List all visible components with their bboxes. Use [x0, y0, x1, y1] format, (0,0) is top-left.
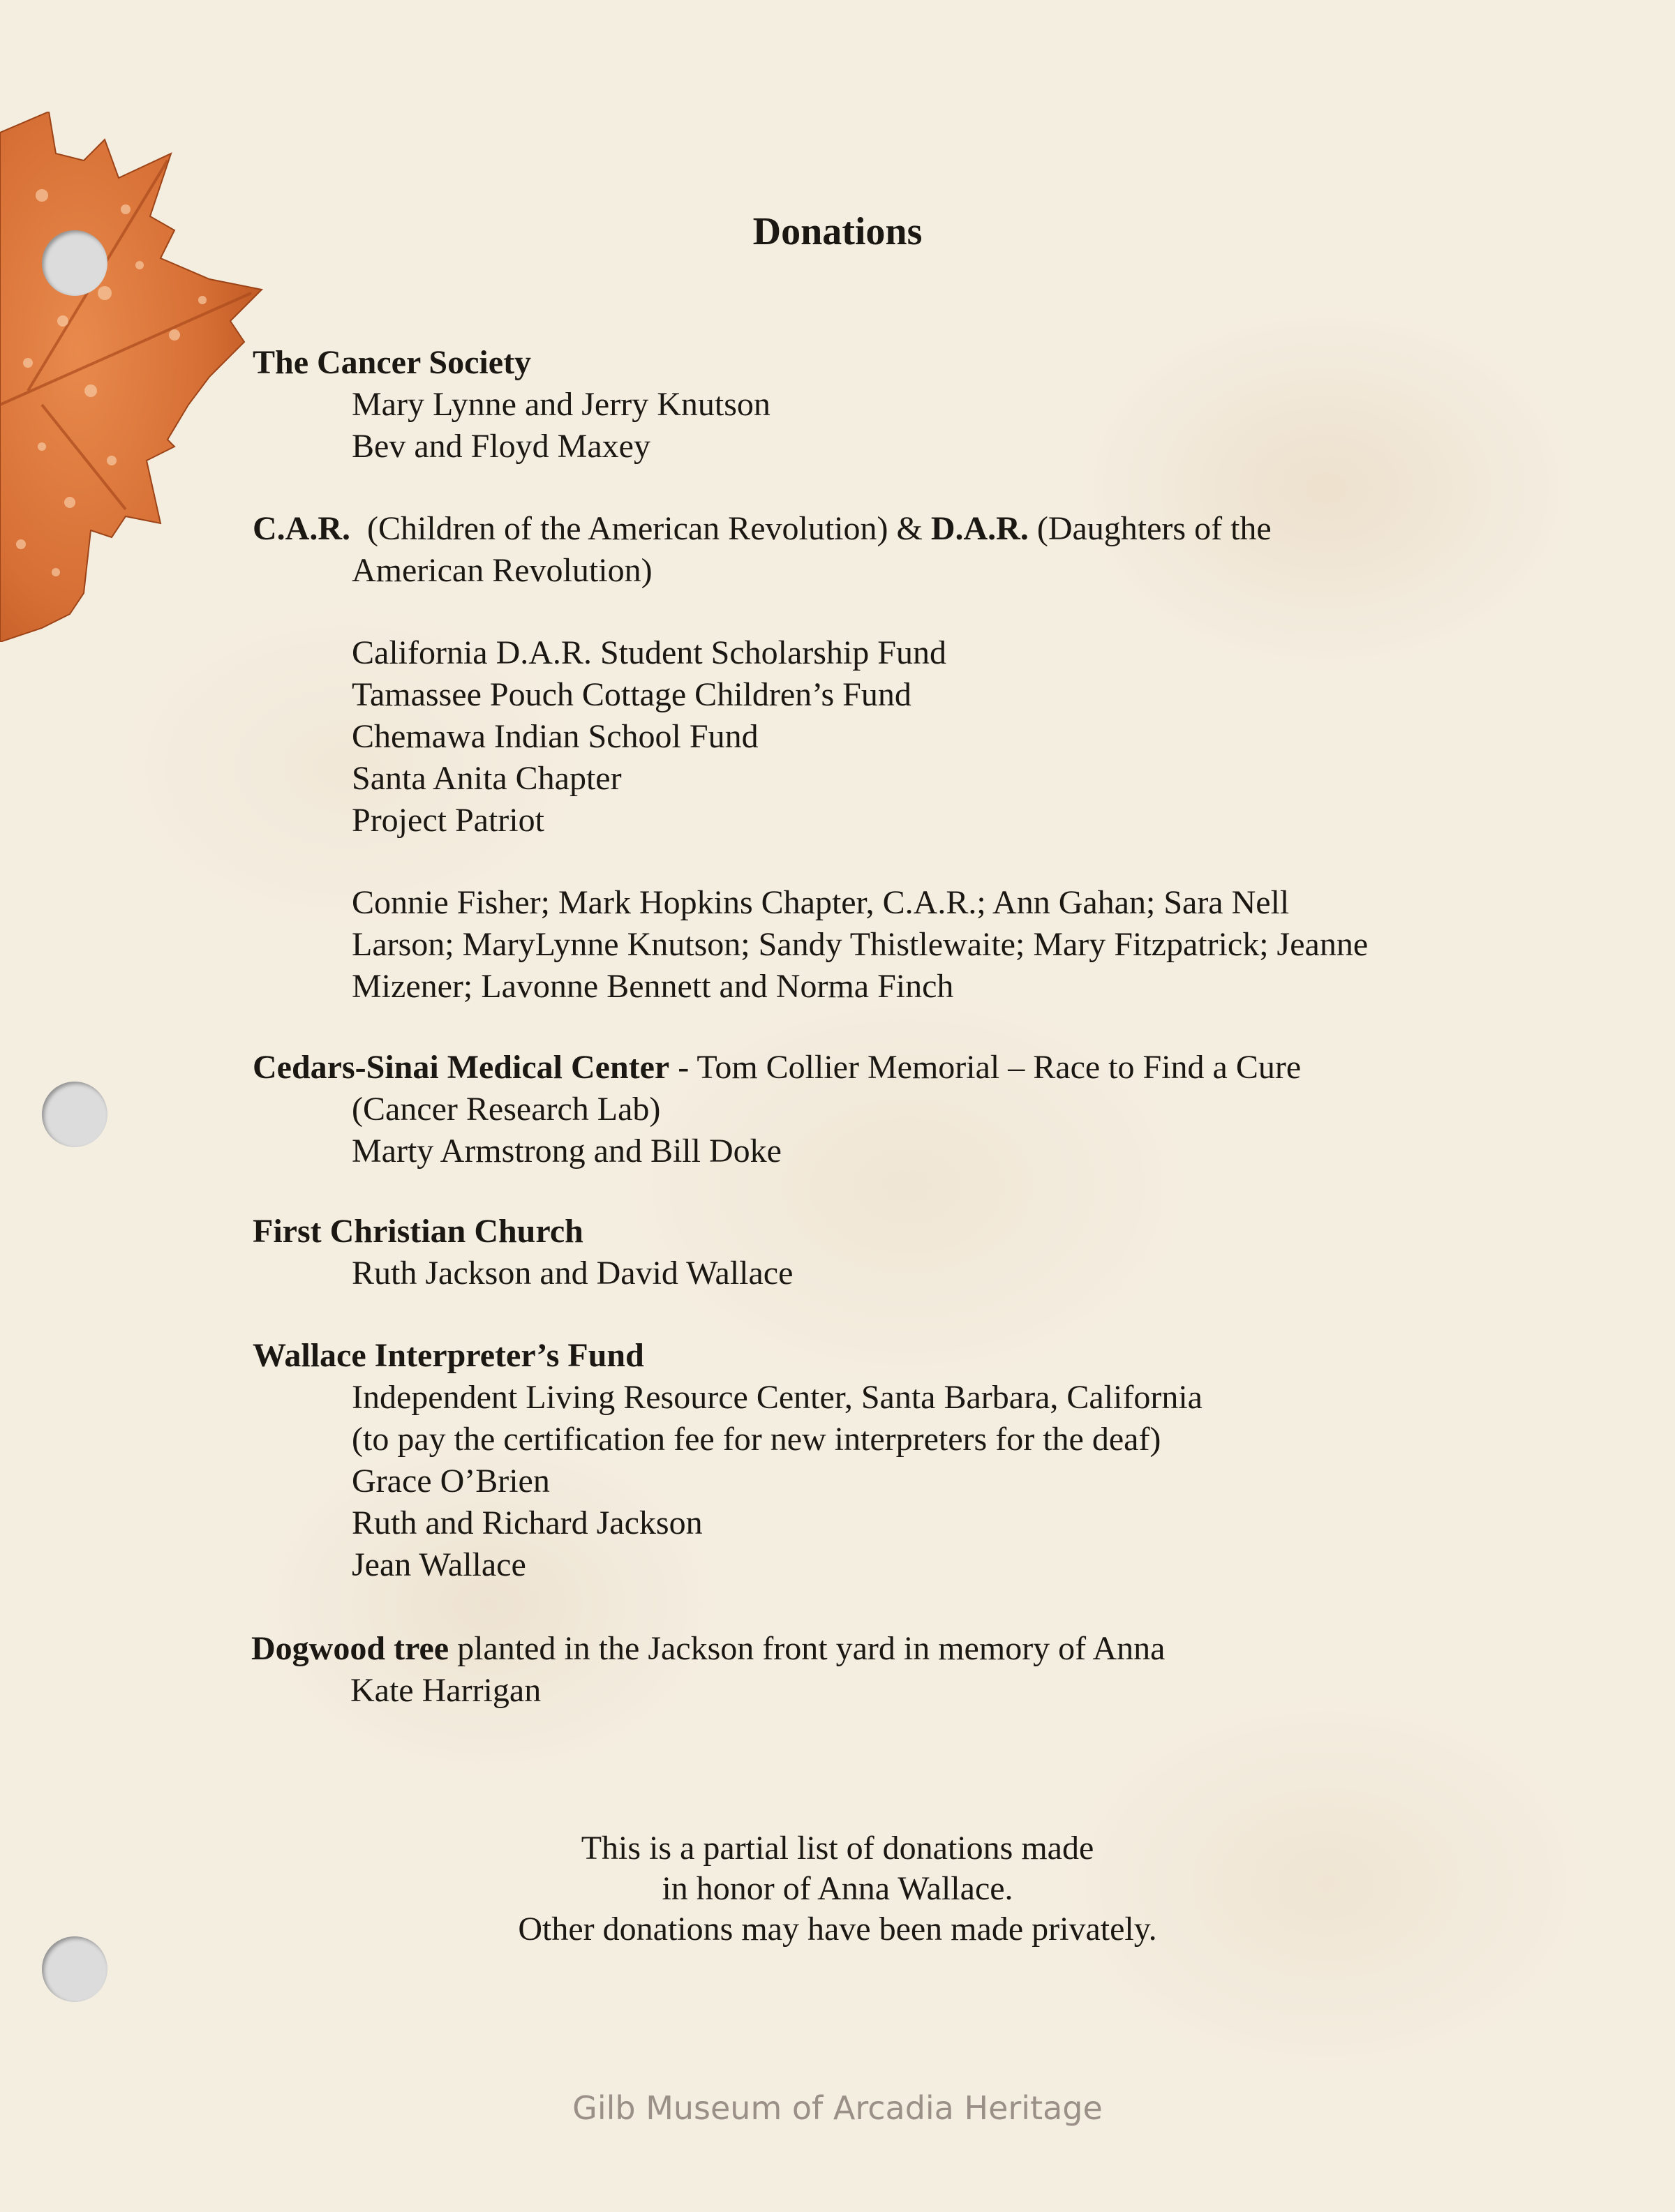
donor-line: Mizener; Lavonne Bennett and Norma Finch — [352, 968, 954, 1005]
donor-line: Larson; MaryLynne Knutson; Sandy Thistlewaite; Mary Fitzpatrick; Jeanne — [352, 926, 1369, 963]
section-note: (Cancer Research Lab) — [352, 1091, 661, 1128]
section-text: planted in the Jackson front yard in memory of Anna — [449, 1630, 1166, 1667]
closing-note-line: This is a partial list of donations made — [581, 1830, 1094, 1867]
section-cancer-society — [253, 342, 770, 468]
museum-watermark: Gilb Museum of Arcadia Heritage — [572, 2089, 1103, 2127]
donor-line: Connie Fisher; Mark Hopkins Chapter, C.A.R.; Ann Gahan; Sara Nell — [352, 884, 1290, 921]
section-heading: Dogwood tree — [251, 1630, 449, 1667]
punch-hole-middle — [42, 1082, 107, 1147]
donor-line: Jean Wallace — [352, 1546, 526, 1583]
fund-line: Tamassee Pouch Cottage Children’s Fund — [352, 676, 911, 713]
section-heading-line — [253, 508, 1368, 550]
car-expansion: (Children of the American Revolution) & — [367, 510, 923, 547]
dar-expansion-continued: American Revolution) — [352, 552, 653, 589]
section-heading: Wallace Interpreter’s Fund — [253, 1337, 644, 1374]
section-wallace-interpreters-fund — [253, 1335, 1203, 1586]
dar-expansion: (Daughters of the — [1036, 510, 1272, 547]
closing-note-line: in honor of Anna Wallace. — [662, 1870, 1013, 1907]
donor-line: Mary Lynne and Jerry Knutson — [352, 386, 770, 423]
section-dogwood-tree — [251, 1628, 1165, 1712]
donor-line: Grace O’Brien — [352, 1463, 550, 1500]
donor-line: Ruth Jackson and David Wallace — [352, 1255, 794, 1292]
fund-line: California D.A.R. Student Scholarship Fund — [352, 634, 946, 671]
section-car-dar — [253, 508, 1368, 1008]
fund-line: Project Patriot — [352, 802, 544, 839]
section-text-continued: Kate Harrigan — [350, 1672, 542, 1709]
section-heading: Cedars-Sinai Medical Center — [253, 1049, 670, 1086]
section-heading-line — [251, 1628, 1165, 1670]
dar-heading: D.A.R. — [930, 510, 1029, 547]
donor-line: Bev and Floyd Maxey — [352, 428, 650, 465]
page-title: Donations — [752, 210, 923, 253]
donor-line: Ruth and Richard Jackson — [352, 1504, 703, 1541]
section-heading: The Cancer Society — [253, 344, 532, 381]
closing-note — [0, 1828, 1675, 1950]
section-heading-line — [253, 1047, 1301, 1089]
section-heading: First Christian Church — [253, 1213, 583, 1250]
fund-line: Chemawa Indian School Fund — [352, 718, 759, 755]
donor-line: Marty Armstrong and Bill Doke — [352, 1133, 782, 1169]
section-cedars-sinai — [253, 1047, 1301, 1172]
car-heading: C.A.R. — [253, 510, 350, 547]
recipient-line: Independent Living Resource Center, Santa Barbara, California — [352, 1379, 1203, 1416]
fund-line: Santa Anita Chapter — [352, 760, 622, 797]
section-note: (to pay the certification fee for new interpreters for the deaf) — [352, 1421, 1161, 1458]
section-subtitle: - Tom Collier Memorial – Race to Find a Cure — [669, 1049, 1302, 1086]
closing-note-line: Other donations may have been made privately. — [518, 1911, 1157, 1948]
section-first-christian-church — [253, 1211, 793, 1294]
